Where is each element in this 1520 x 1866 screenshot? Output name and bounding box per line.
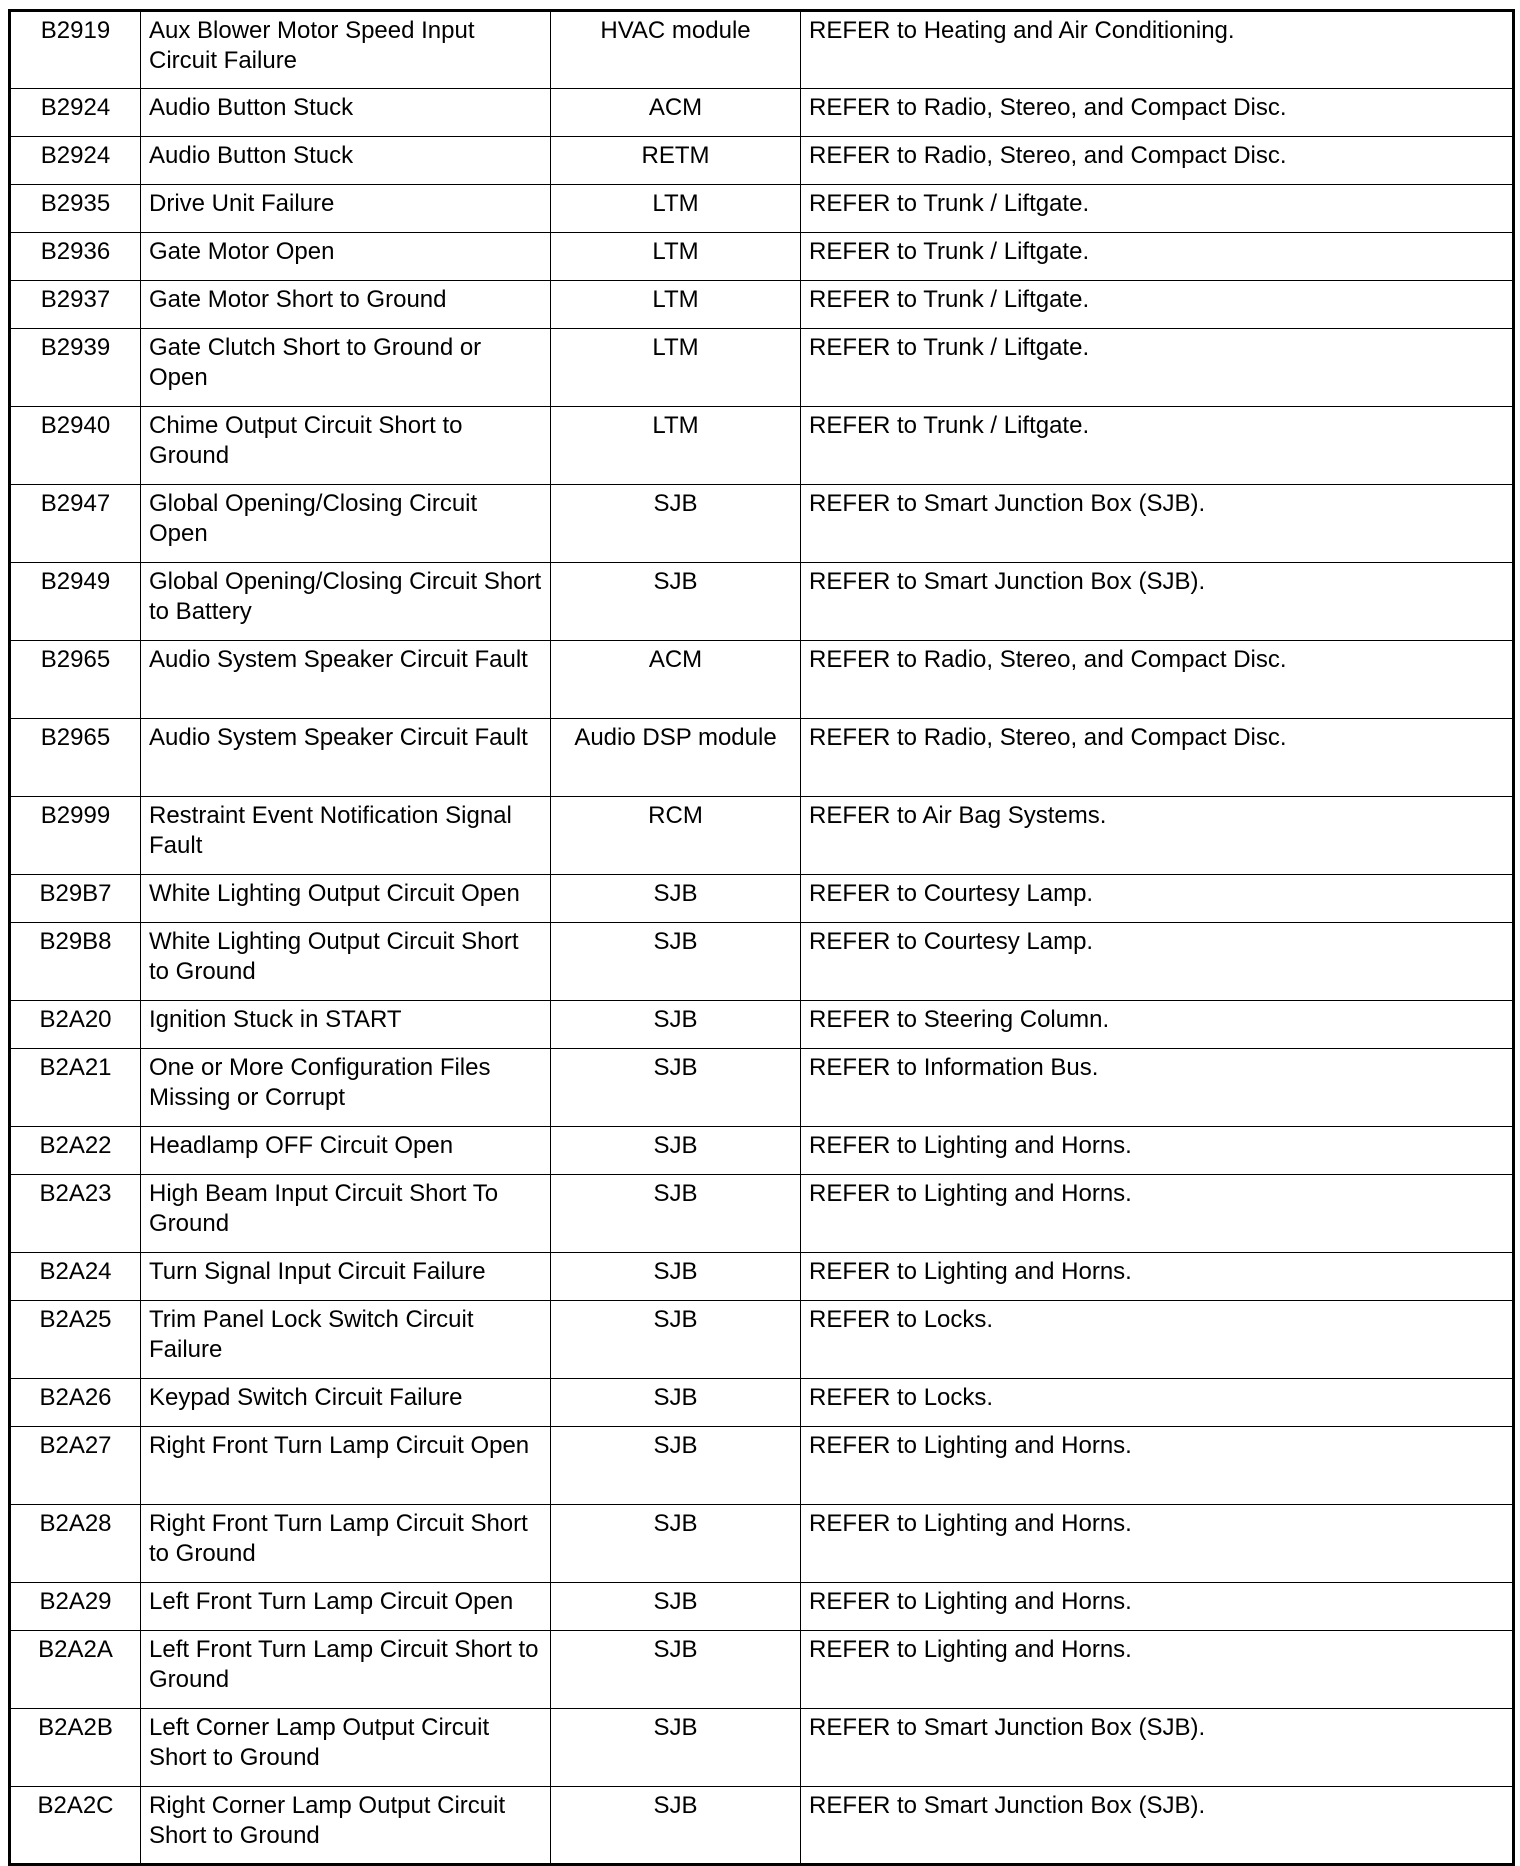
- dtc-code: B2947: [10, 485, 141, 563]
- dtc-action: REFER to Radio, Stereo, and Compact Disc.: [801, 719, 1514, 797]
- dtc-description: Headlamp OFF Circuit Open: [141, 1127, 551, 1175]
- table-row: [10, 11, 1514, 89]
- dtc-code: B2999: [10, 797, 141, 875]
- dtc-action: REFER to Steering Column.: [801, 1001, 1514, 1049]
- dtc-code: B2A28: [10, 1505, 141, 1583]
- dtc-code: B2A25: [10, 1301, 141, 1379]
- table-row: [10, 563, 1514, 641]
- dtc-description: Gate Clutch Short to Ground or Open: [141, 329, 551, 407]
- dtc-description: Drive Unit Failure: [141, 185, 551, 233]
- dtc-module: LTM: [551, 281, 801, 329]
- table-row: [10, 1787, 1514, 1865]
- table-row: [10, 1253, 1514, 1301]
- dtc-module: SJB: [551, 1253, 801, 1301]
- dtc-module: ACM: [551, 641, 801, 719]
- dtc-description: High Beam Input Circuit Short To Ground: [141, 1175, 551, 1253]
- dtc-description: Audio System Speaker Circuit Fault: [141, 719, 551, 797]
- dtc-module: SJB: [551, 1427, 801, 1505]
- dtc-module: SJB: [551, 923, 801, 1001]
- dtc-description: Aux Blower Motor Speed Input Circuit Failure: [141, 11, 551, 89]
- dtc-action: REFER to Lighting and Horns.: [801, 1175, 1514, 1253]
- table-row: [10, 797, 1514, 875]
- dtc-action: REFER to Information Bus.: [801, 1049, 1514, 1127]
- dtc-module: SJB: [551, 1127, 801, 1175]
- dtc-action: REFER to Smart Junction Box (SJB).: [801, 1709, 1514, 1787]
- dtc-table-body: [10, 11, 1514, 1865]
- dtc-description: Audio Button Stuck: [141, 89, 551, 137]
- dtc-code: B2919: [10, 11, 141, 89]
- dtc-action: REFER to Lighting and Horns.: [801, 1427, 1514, 1505]
- dtc-module: LTM: [551, 185, 801, 233]
- dtc-description: Ignition Stuck in START: [141, 1001, 551, 1049]
- dtc-code: B2965: [10, 641, 141, 719]
- dtc-module: SJB: [551, 1583, 801, 1631]
- dtc-description: Global Opening/Closing Circuit Open: [141, 485, 551, 563]
- dtc-action: REFER to Lighting and Horns.: [801, 1631, 1514, 1709]
- dtc-description: Left Front Turn Lamp Circuit Short to Ground: [141, 1631, 551, 1709]
- dtc-table: [8, 9, 1515, 1866]
- dtc-action: REFER to Smart Junction Box (SJB).: [801, 1787, 1514, 1865]
- dtc-module: ACM: [551, 89, 801, 137]
- table-row: [10, 1505, 1514, 1583]
- dtc-action: REFER to Courtesy Lamp.: [801, 923, 1514, 1001]
- dtc-module: SJB: [551, 485, 801, 563]
- dtc-description: Right Front Turn Lamp Circuit Short to Ground: [141, 1505, 551, 1583]
- dtc-action: REFER to Air Bag Systems.: [801, 797, 1514, 875]
- dtc-code: B2A20: [10, 1001, 141, 1049]
- table-row: [10, 485, 1514, 563]
- table-row: [10, 329, 1514, 407]
- table-row: [10, 407, 1514, 485]
- dtc-module: SJB: [551, 1379, 801, 1427]
- dtc-description: Restraint Event Notification Signal Fault: [141, 797, 551, 875]
- dtc-code: B2A2C: [10, 1787, 141, 1865]
- dtc-description: Global Opening/Closing Circuit Short to Battery: [141, 563, 551, 641]
- dtc-code: B2935: [10, 185, 141, 233]
- table-row: [10, 1631, 1514, 1709]
- dtc-action: REFER to Locks.: [801, 1379, 1514, 1427]
- table-row: [10, 1127, 1514, 1175]
- table-row: [10, 281, 1514, 329]
- dtc-module: Audio DSP module: [551, 719, 801, 797]
- table-row: [10, 1049, 1514, 1127]
- table-row: [10, 1301, 1514, 1379]
- dtc-module: SJB: [551, 1787, 801, 1865]
- dtc-action: REFER to Lighting and Horns.: [801, 1583, 1514, 1631]
- dtc-code: B2A29: [10, 1583, 141, 1631]
- dtc-module: LTM: [551, 233, 801, 281]
- dtc-description: Gate Motor Short to Ground: [141, 281, 551, 329]
- dtc-code: B29B7: [10, 875, 141, 923]
- dtc-module: SJB: [551, 1301, 801, 1379]
- dtc-action: REFER to Trunk / Liftgate.: [801, 281, 1514, 329]
- table-row: [10, 89, 1514, 137]
- dtc-action: REFER to Trunk / Liftgate.: [801, 185, 1514, 233]
- dtc-description: Chime Output Circuit Short to Ground: [141, 407, 551, 485]
- table-row: [10, 1583, 1514, 1631]
- dtc-description: Left Corner Lamp Output Circuit Short to Ground: [141, 1709, 551, 1787]
- dtc-action: REFER to Smart Junction Box (SJB).: [801, 485, 1514, 563]
- dtc-module: SJB: [551, 1049, 801, 1127]
- dtc-action: REFER to Radio, Stereo, and Compact Disc.: [801, 89, 1514, 137]
- dtc-module: SJB: [551, 1505, 801, 1583]
- dtc-module: SJB: [551, 875, 801, 923]
- dtc-module: LTM: [551, 329, 801, 407]
- dtc-description: White Lighting Output Circuit Open: [141, 875, 551, 923]
- dtc-code: B2949: [10, 563, 141, 641]
- dtc-module: SJB: [551, 1175, 801, 1253]
- dtc-code: B2A21: [10, 1049, 141, 1127]
- dtc-code: B2965: [10, 719, 141, 797]
- dtc-action: REFER to Trunk / Liftgate.: [801, 407, 1514, 485]
- dtc-module: LTM: [551, 407, 801, 485]
- dtc-code: B2A22: [10, 1127, 141, 1175]
- table-row: [10, 1379, 1514, 1427]
- dtc-description: White Lighting Output Circuit Short to Ground: [141, 923, 551, 1001]
- dtc-code: B2939: [10, 329, 141, 407]
- table-row: [10, 185, 1514, 233]
- dtc-action: REFER to Lighting and Horns.: [801, 1253, 1514, 1301]
- dtc-module: RCM: [551, 797, 801, 875]
- dtc-code: B2A24: [10, 1253, 141, 1301]
- dtc-action: REFER to Courtesy Lamp.: [801, 875, 1514, 923]
- dtc-module: SJB: [551, 1631, 801, 1709]
- dtc-action: REFER to Radio, Stereo, and Compact Disc.: [801, 641, 1514, 719]
- dtc-action: REFER to Trunk / Liftgate.: [801, 233, 1514, 281]
- table-row: [10, 719, 1514, 797]
- table-row: [10, 641, 1514, 719]
- table-row: [10, 1427, 1514, 1505]
- dtc-code: B2A2A: [10, 1631, 141, 1709]
- table-row: [10, 1001, 1514, 1049]
- table-row: [10, 1709, 1514, 1787]
- dtc-module: SJB: [551, 1709, 801, 1787]
- dtc-code: B2A23: [10, 1175, 141, 1253]
- dtc-module: RETM: [551, 137, 801, 185]
- dtc-description: Gate Motor Open: [141, 233, 551, 281]
- dtc-module: SJB: [551, 563, 801, 641]
- table-row: [10, 233, 1514, 281]
- table-row: [10, 875, 1514, 923]
- table-row: [10, 137, 1514, 185]
- dtc-description: Turn Signal Input Circuit Failure: [141, 1253, 551, 1301]
- dtc-description: Keypad Switch Circuit Failure: [141, 1379, 551, 1427]
- dtc-description: Audio System Speaker Circuit Fault: [141, 641, 551, 719]
- dtc-description: Right Corner Lamp Output Circuit Short to Ground: [141, 1787, 551, 1865]
- dtc-code: B2937: [10, 281, 141, 329]
- dtc-action: REFER to Smart Junction Box (SJB).: [801, 563, 1514, 641]
- dtc-description: Trim Panel Lock Switch Circuit Failure: [141, 1301, 551, 1379]
- dtc-description: One or More Configuration Files Missing or Corrupt: [141, 1049, 551, 1127]
- dtc-code: B29B8: [10, 923, 141, 1001]
- dtc-code: B2A2B: [10, 1709, 141, 1787]
- dtc-description: Left Front Turn Lamp Circuit Open: [141, 1583, 551, 1631]
- dtc-action: REFER to Heating and Air Conditioning.: [801, 11, 1514, 89]
- dtc-action: REFER to Lighting and Horns.: [801, 1127, 1514, 1175]
- dtc-module: HVAC module: [551, 11, 801, 89]
- dtc-action: REFER to Lighting and Horns.: [801, 1505, 1514, 1583]
- dtc-action: REFER to Trunk / Liftgate.: [801, 329, 1514, 407]
- dtc-code: B2A26: [10, 1379, 141, 1427]
- dtc-module: SJB: [551, 1001, 801, 1049]
- dtc-description: Right Front Turn Lamp Circuit Open: [141, 1427, 551, 1505]
- dtc-code: B2A27: [10, 1427, 141, 1505]
- dtc-action: REFER to Locks.: [801, 1301, 1514, 1379]
- table-row: [10, 923, 1514, 1001]
- dtc-description: Audio Button Stuck: [141, 137, 551, 185]
- dtc-code: B2924: [10, 89, 141, 137]
- table-row: [10, 1175, 1514, 1253]
- dtc-action: REFER to Radio, Stereo, and Compact Disc.: [801, 137, 1514, 185]
- dtc-code: B2936: [10, 233, 141, 281]
- dtc-code: B2924: [10, 137, 141, 185]
- dtc-code: B2940: [10, 407, 141, 485]
